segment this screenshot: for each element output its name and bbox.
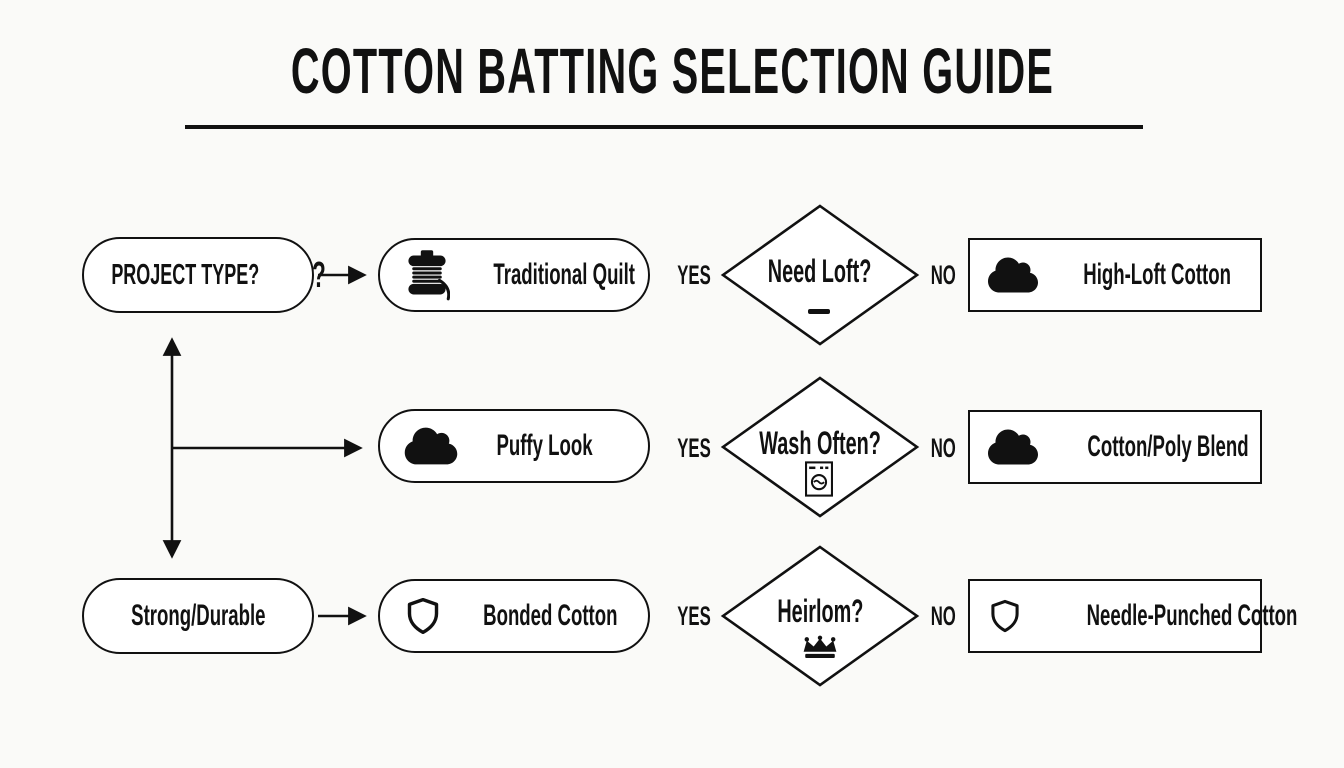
cloud-icon — [988, 255, 1038, 295]
question-heirloom-label: Heirlom? — [777, 593, 863, 629]
question-need-loft-label: Need Loft? — [768, 253, 872, 289]
node-strong-durable — [82, 578, 314, 654]
washing-machine-icon — [805, 461, 833, 497]
node-needle-punched-cotton — [968, 579, 1298, 653]
node-high-loft-cotton — [968, 238, 1262, 312]
node-bonded-cotton — [378, 579, 650, 653]
cloud-icon — [404, 425, 458, 467]
node-project-type-label: PROJECT TYPE? — [111, 258, 259, 291]
question-wash-often-label: Wash Often? — [759, 425, 881, 461]
yes-label-row3: YES — [677, 601, 711, 631]
node-strong-durable-label: Strong/Durable — [130, 599, 266, 632]
no-label-row1: NO — [930, 260, 956, 290]
node-high-loft-cotton-label: High-Loft Cotton — [1083, 258, 1231, 291]
node-bonded-cotton-label: Bonded Cotton — [483, 599, 618, 632]
node-traditional-quilt — [378, 238, 650, 312]
node-traditional-quilt-label: Traditional Quilt — [493, 258, 635, 291]
no-label-row3: NO — [930, 601, 956, 631]
yes-label-row1: YES — [677, 260, 711, 290]
low-loft-dash-icon — [808, 309, 830, 314]
page-title-text: COTTON BATTING SELECTION GUIDE — [290, 35, 1054, 107]
yes-label-row2: YES — [677, 433, 711, 463]
crown-icon — [801, 635, 839, 660]
node-cotton-poly-blend — [968, 410, 1262, 484]
node-cotton-poly-blend-label: Cotton/Poly Blend — [1087, 430, 1249, 463]
shield-icon — [988, 595, 1022, 637]
node-project-type — [82, 237, 327, 313]
thread-spool-icon — [404, 248, 450, 302]
question-mark-icon: ? — [312, 254, 327, 295]
shield-icon — [404, 593, 442, 639]
node-needle-punched-cotton-label: Needle-Punched Cotton — [1086, 599, 1298, 632]
no-label-row2: NO — [930, 433, 956, 463]
cloud-icon — [988, 427, 1038, 467]
node-puffy-look — [378, 409, 650, 483]
node-puffy-look-label: Puffy Look — [495, 429, 593, 462]
